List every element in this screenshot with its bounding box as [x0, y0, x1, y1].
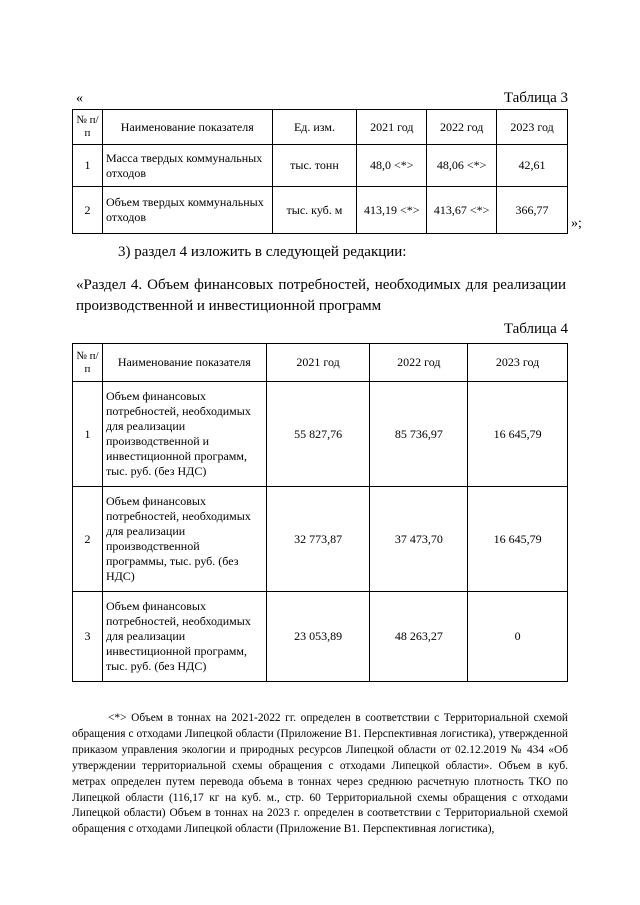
cell-num: 1: [73, 145, 103, 187]
cell-2023: 16 645,79: [468, 487, 568, 592]
table3-header-row: [73, 110, 568, 145]
table-row: [73, 382, 568, 487]
table-row: [73, 487, 568, 592]
cell-name: Объем финансовых потребностей, необходимых для реализации инвестиционной программ, тыс. руб. (без НДС): [102, 592, 266, 682]
cell-2023: 42,61: [497, 145, 568, 187]
table3-header-2023: 2023 год: [497, 110, 568, 145]
footnote: [72, 711, 568, 838]
table4-header-2021: 2021 год: [266, 344, 370, 382]
cell-2022: 37 473,70: [370, 487, 468, 592]
cell-name: Объем финансовых потребностей, необходимых для реализации производственной и инвестиционной программ, тыс. руб. (без НДС): [102, 382, 266, 487]
table3-header-2022: 2022 год: [427, 110, 497, 145]
cell-2022: 85 736,97: [370, 382, 468, 487]
table4-header-row: [73, 344, 568, 382]
table4-caption: Таблица 4: [503, 321, 568, 337]
table3-header-num: № п/п: [73, 110, 103, 145]
table3-closing-quote: »;: [571, 216, 582, 231]
cell-num: 3: [73, 592, 103, 682]
table4: [72, 343, 568, 682]
table-row: [73, 592, 568, 682]
cell-2023: 366,77: [497, 187, 568, 234]
table3: [72, 109, 568, 234]
cell-2021: 23 053,89: [266, 592, 370, 682]
table4-header-name: Наименование показателя: [102, 344, 266, 382]
table3-header-2021: 2021 год: [357, 110, 427, 145]
cell-2023: 16 645,79: [468, 382, 568, 487]
table3-header-name: Наименование показателя: [102, 110, 272, 145]
cell-2021: 55 827,76: [266, 382, 370, 487]
cell-unit: тыс. куб. м: [272, 187, 357, 234]
table-row: [73, 145, 568, 187]
table4-header-2023: 2023 год: [468, 344, 568, 382]
cell-2021: 32 773,87: [266, 487, 370, 592]
section4-title: «Раздел 4. Объем финансовых потребностей, необходимых для реализации производственной и инвестиционной программ: [76, 277, 566, 314]
footnote-text: <*> Объем в тоннах на 2021-2022 гг. определен в соответствии с Территориальной схемой обращения с отходами Липецкой области (Приложение В1. Перспективная логистика), утвержденной приказом управления экологии и природных ресурсов Липецкой области от 02.12.2019 № 434 «Об утверждении территориальной схемы обращения с отходами Липецкой области». Объем в куб. метрах определен путем перевода объема в тоннах через среднюю расчетную плотность ТКО по Липецкой области (116,17 кг на куб. м., стр. 60 Территориальной схемы обращения с отходами Липецкой области) Объем в тоннах на 2023 г. определен в соответствии с Территориальной схемой обращения с отходами Липецкой области (Приложение В1. Перспективная логистика),: [72, 712, 568, 836]
cell-2022: 48,06 <*>: [427, 145, 497, 187]
table3-header-unit: Ед. изм.: [272, 110, 357, 145]
cell-name: Объем твердых коммунальных отходов: [102, 187, 272, 234]
cell-num: 1: [73, 382, 103, 487]
cell-2023: 0: [468, 592, 568, 682]
cell-2022: 48 263,27: [370, 592, 468, 682]
table3-caption: Таблица 3: [503, 90, 568, 106]
cell-num: 2: [73, 187, 103, 234]
cell-2021: 48,0 <*>: [357, 145, 427, 187]
cell-2022: 413,67 <*>: [427, 187, 497, 234]
cell-2021: 413,19 <*>: [357, 187, 427, 234]
table4-header-num: № п/п: [73, 344, 103, 382]
section-instruction: 3) раздел 4 изложить в следующей редакции:: [118, 244, 407, 260]
table-row: [73, 187, 568, 234]
table4-header-2022: 2022 год: [370, 344, 468, 382]
cell-name: Объем финансовых потребностей, необходимых для реализации производственной программы, тыс. руб. (без НДС): [102, 487, 266, 592]
cell-num: 2: [73, 487, 103, 592]
quote-open: «: [76, 91, 83, 106]
cell-name: Масса твердых коммунальных отходов: [102, 145, 272, 187]
cell-unit: тыс. тонн: [272, 145, 357, 187]
